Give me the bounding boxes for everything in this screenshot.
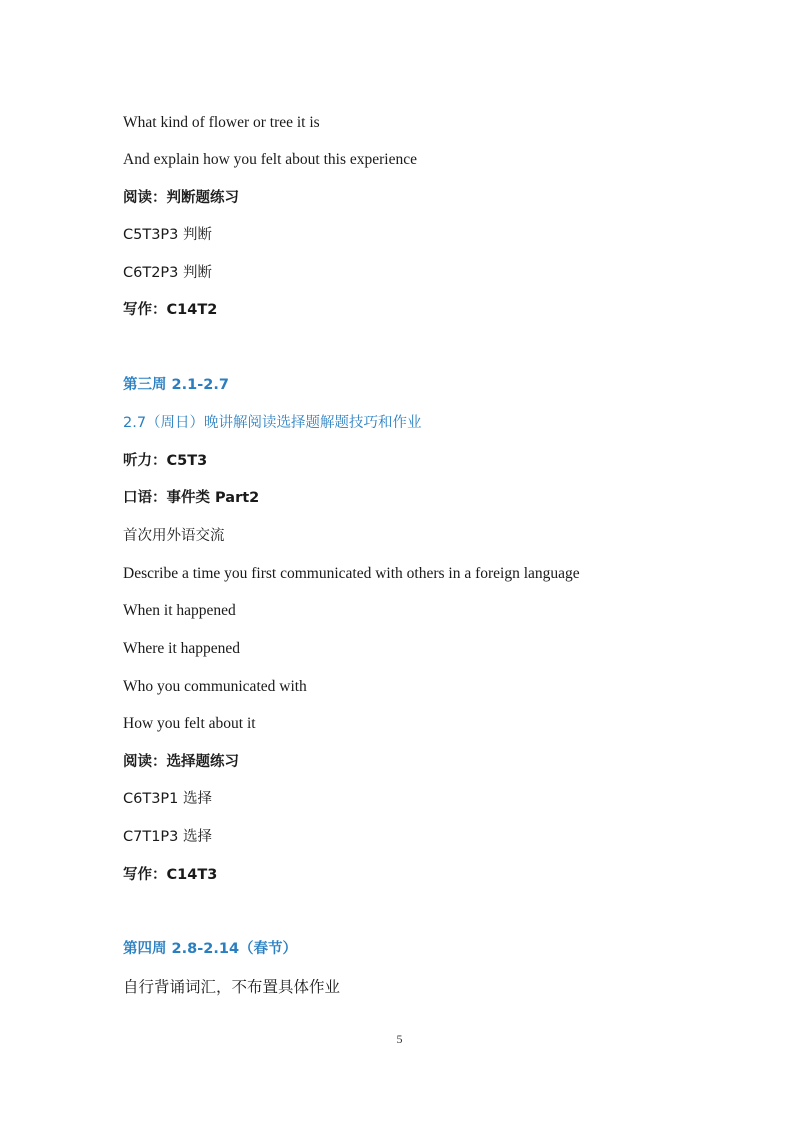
section-heading: 写作：C14T3: [123, 867, 218, 883]
text-line: C6T2P3 判断: [123, 265, 213, 281]
week-heading: 第四周 2.8-2.14（春节）: [123, 941, 298, 957]
text-line: 自行背诵词汇，不布置具体作业: [123, 978, 341, 996]
text-line: C5T3P3 判断: [123, 227, 213, 243]
section-heading: 阅读：判断题练习: [123, 190, 239, 206]
text-line: How you felt about it: [123, 715, 256, 732]
week-heading: 第三周 2.1-2.7: [123, 377, 229, 393]
section-heading: 写作：C14T2: [123, 302, 218, 318]
text-line: C7T1P3 选择: [123, 829, 213, 845]
text-line: C6T3P1 选择: [123, 791, 213, 807]
section-heading: 口语：事件类 Part2: [123, 490, 260, 506]
text-line: Who you communicated with: [123, 678, 307, 695]
text-line: 首次用外语交流: [123, 528, 225, 544]
text-line: Where it happened: [123, 640, 241, 657]
text-line: When it happened: [123, 602, 236, 619]
page-number: 5: [396, 1032, 403, 1046]
text-line: And explain how you felt about this experience: [123, 151, 417, 168]
section-heading: 听力：C5T3: [123, 453, 208, 469]
text-line: What kind of flower or tree it is: [123, 114, 320, 131]
text-line: Describe a time you first communicated with others in a foreign language: [123, 565, 580, 582]
section-heading: 阅读：选择题练习: [123, 754, 239, 770]
schedule-note: 2.7（周日）晚讲解阅读选择题解题技巧和作业: [123, 415, 422, 431]
